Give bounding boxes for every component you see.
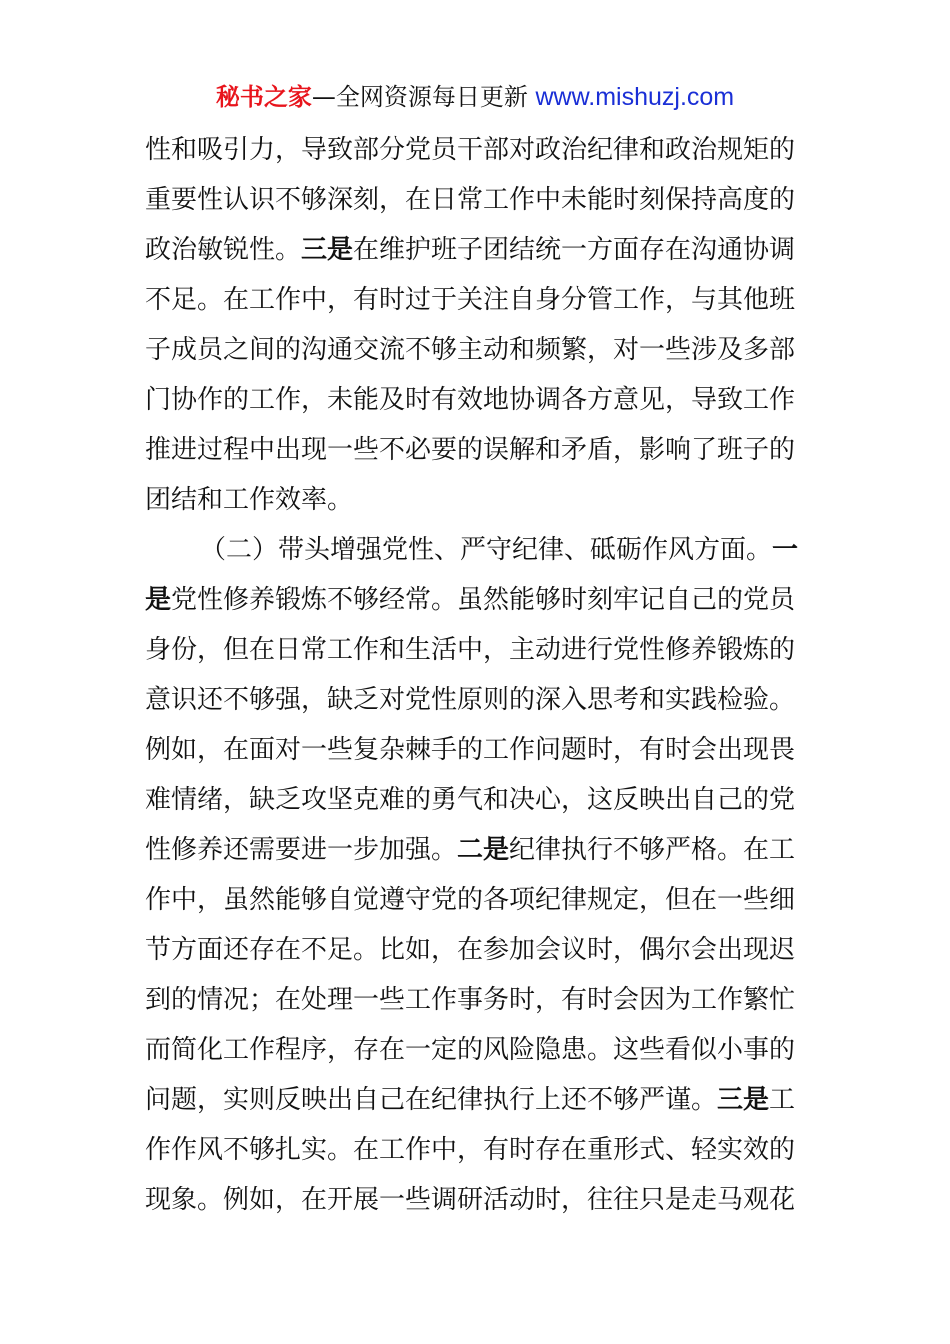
text-segment: 政治敏锐性。: [145, 235, 302, 265]
text-line: [145, 1125, 807, 1175]
text-line: [145, 275, 807, 325]
text-line: [145, 575, 807, 625]
bold-text-segment: 三是: [717, 1085, 770, 1115]
text-segment: 作中，虽然能够自觉遵守党的各项纪律规定，但在一些细: [145, 885, 796, 915]
header-brand: 秘书之家: [215, 83, 312, 111]
text-segment: 纪律执行不够严格。在工: [509, 835, 796, 865]
text-segment: 节方面还存在不足。比如，在参加会议时，偶尔会出现迟: [145, 935, 796, 965]
text-segment: 到的情况；在处理一些工作事务时，有时会因为工作繁忙: [145, 985, 796, 1015]
text-line: [145, 725, 807, 775]
text-segment: 不足。在工作中，有时过于关注自身分管工作，与其他班: [145, 285, 796, 315]
text-segment: 门协作的工作，未能及时有效地协调各方意见，导致工作: [145, 385, 796, 415]
bold-text-segment: 二是: [457, 835, 510, 865]
bold-text-segment: 一: [772, 535, 799, 565]
text-segment: （二）带头增强党性、严守纪律、砥砺作风方面。: [200, 535, 773, 565]
text-segment: 例如，在面对一些复杂棘手的工作问题时，有时会出现畏: [145, 735, 796, 765]
text-segment: 重要性认识不够深刻，在日常工作中未能时刻保持高度的: [145, 185, 796, 215]
text-line: [145, 1025, 807, 1075]
text-line: [145, 1075, 807, 1125]
document-body: [145, 125, 807, 1225]
header-url-link[interactable]: www.mishuzj.com: [535, 83, 735, 111]
text-segment: 党性修养锻炼不够经常。虽然能够时刻牢记自己的党员: [171, 585, 796, 615]
page-header: [0, 80, 950, 114]
header-tagline: —全网资源每日更新: [311, 83, 536, 111]
text-segment: 性修养还需要进一步加强。: [145, 835, 458, 865]
text-segment: 难情绪，缺乏攻坚克难的勇气和决心，这反映出自己的党: [145, 785, 796, 815]
text-line: [145, 775, 807, 825]
text-line: [145, 925, 807, 975]
text-segment: 身份，但在日常工作和生活中，主动进行党性修养锻炼的: [145, 635, 796, 665]
text-segment: 在维护班子团结统一方面存在沟通协调: [353, 235, 796, 265]
text-line: [145, 675, 807, 725]
text-line: [145, 1175, 807, 1225]
text-segment: 现象。例如，在开展一些调研活动时，往往只是走马观花: [145, 1185, 796, 1215]
text-segment: 工: [769, 1085, 796, 1115]
text-line: [145, 975, 807, 1025]
text-line: [145, 875, 807, 925]
text-line: [145, 425, 807, 475]
bold-text-segment: 三是: [301, 235, 354, 265]
text-segment: 意识还不够强，缺乏对党性原则的深入思考和实践检验。: [145, 685, 796, 715]
text-line: [145, 825, 807, 875]
text-segment: 推进过程中出现一些不必要的误解和矛盾，影响了班子的: [145, 435, 796, 465]
text-segment: 作作风不够扎实。在工作中，有时存在重形式、轻实效的: [145, 1135, 796, 1165]
text-segment: 性和吸引力，导致部分党员干部对政治纪律和政治规矩的: [145, 135, 796, 165]
text-line: [145, 525, 807, 575]
text-line: [145, 125, 807, 175]
bold-text-segment: 是: [145, 585, 172, 615]
text-segment: 子成员之间的沟通交流不够主动和频繁，对一些涉及多部: [145, 335, 796, 365]
text-line: [145, 225, 807, 275]
text-line: [145, 325, 807, 375]
text-line: [145, 375, 807, 425]
text-line: [145, 175, 807, 225]
text-segment: 团结和工作效率。: [145, 485, 354, 515]
text-segment: 而简化工作程序，存在一定的风险隐患。这些看似小事的: [145, 1035, 796, 1065]
text-segment: 问题，实则反映出自己在纪律执行上还不够严谨。: [145, 1085, 718, 1115]
text-line: [145, 625, 807, 675]
text-line: [145, 475, 807, 525]
